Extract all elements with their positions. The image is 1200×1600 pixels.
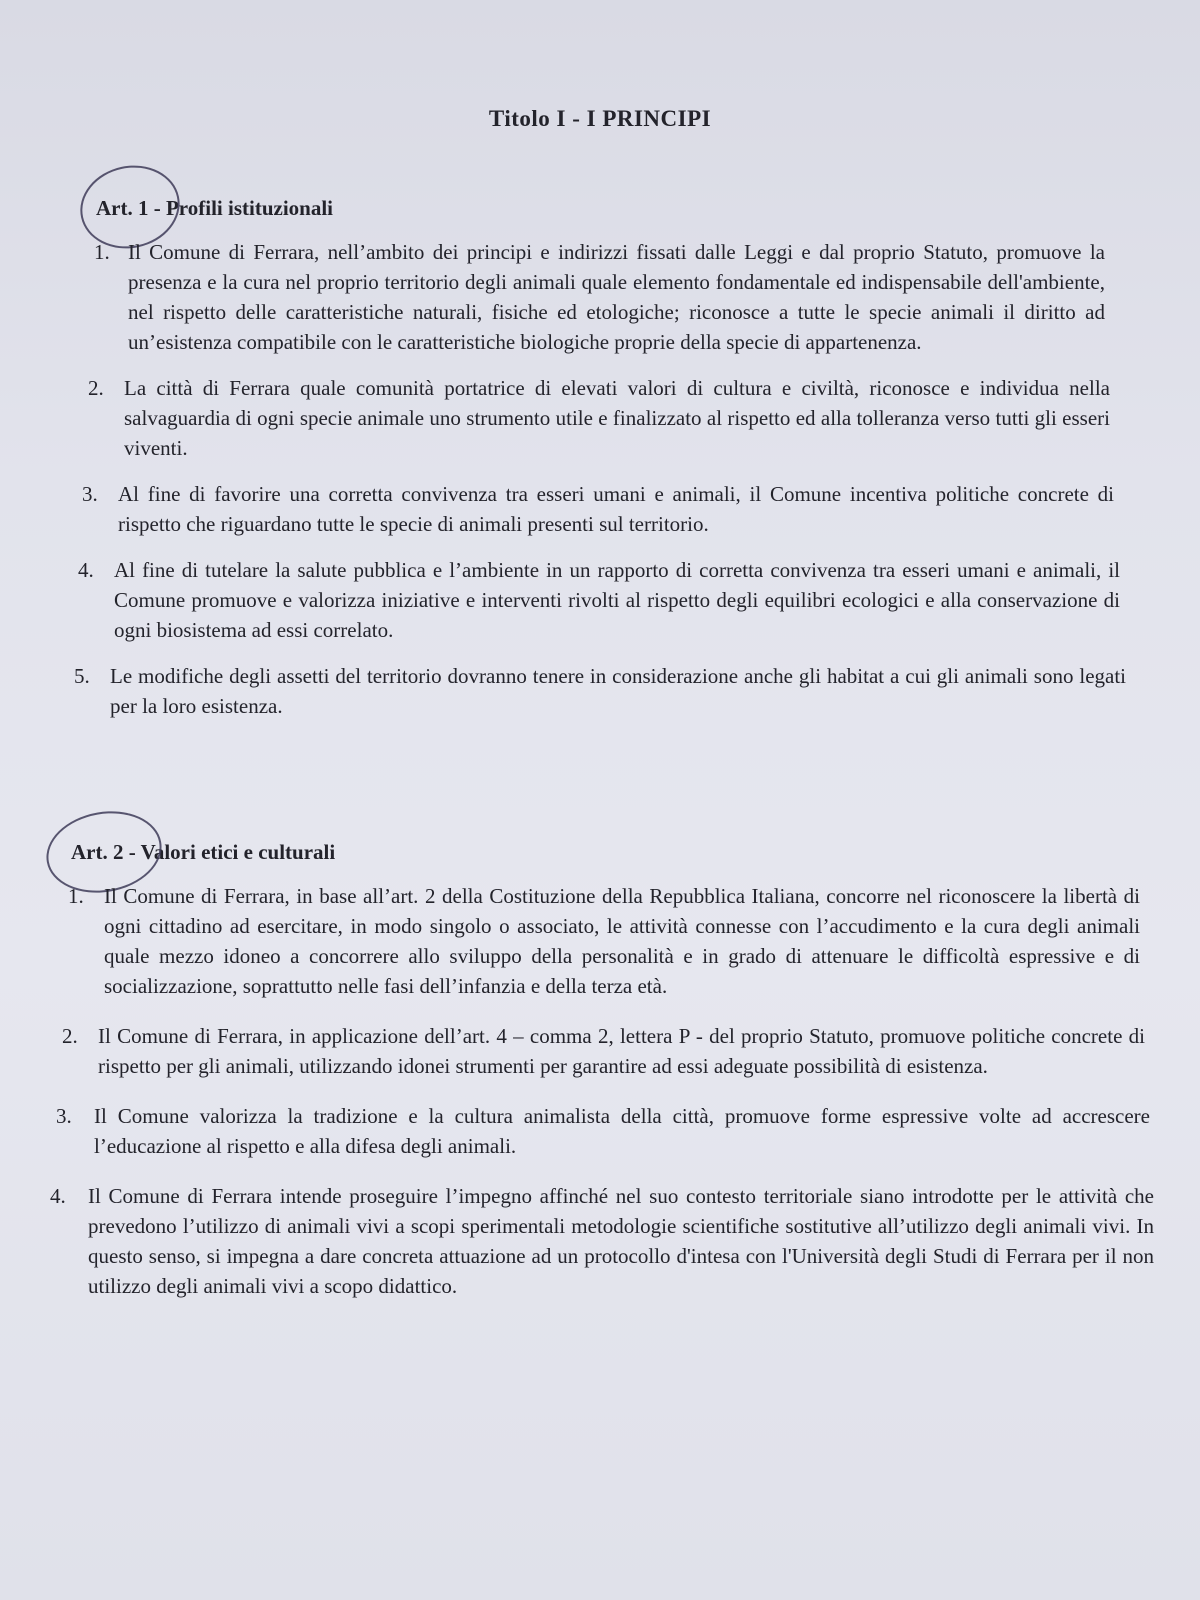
article-2-heading-container bbox=[0, 840, 1200, 865]
item-text: Il Comune valorizza la tradizione e la cultura animalista della città, promuove forme espressive volte ad accrescere l’educazione al rispetto e alla difesa degli animali. bbox=[94, 1104, 1150, 1158]
list-item bbox=[0, 1021, 1200, 1081]
article-2-list bbox=[0, 881, 1200, 1301]
list-item bbox=[0, 881, 1200, 1001]
document-title: Titolo I - I PRINCIPI bbox=[488, 106, 712, 131]
item-number: 2. bbox=[88, 376, 104, 400]
article-1-heading: Art. 1 - Profili istituzionali bbox=[96, 196, 333, 220]
item-number: 3. bbox=[56, 1104, 72, 1128]
item-number: 1. bbox=[68, 884, 84, 908]
list-item bbox=[0, 1181, 1200, 1301]
item-number: 3. bbox=[82, 482, 98, 506]
list-item bbox=[0, 237, 1200, 357]
item-number: 5. bbox=[74, 664, 90, 688]
item-number: 4. bbox=[50, 1184, 66, 1208]
item-text: Il Comune di Ferrara, in base all’art. 2 della Costituzione della Repubblica Italiana, concorre nel riconoscere la libertà di ogni cittadino ad esercitare, in modo singolo o associato, le attività connesse con l’accudimento e la cura degli animali quale mezzo idoneo a concorrere allo sviluppo della personalità e in grado di attenuare le difficoltà espressive e di socializzazione, soprattutto nelle fasi dell’infanzia e della terza età. bbox=[104, 884, 1140, 998]
item-text: Le modifiche degli assetti del territorio dovranno tenere in considerazione anche gli habitat a cui gli animali sono legati per la loro esistenza. bbox=[110, 664, 1126, 718]
item-text: Il Comune di Ferrara intende proseguire l’impegno affinché nel suo contesto territoriale siano introdotte per le attività che prevedono l’utilizzo di animali vivi a scopi sperimentali metodologie scientifiche sostitutive all’utilizzo degli animali vivi. In questo senso, si impegna a dare concreta attuazione ad un protocollo d'intesa con l'Università degli Studi di Ferrara per il non utilizzo degli animali vivi a scopo didattico. bbox=[88, 1184, 1154, 1298]
article-1-list bbox=[0, 237, 1200, 721]
article-1 bbox=[0, 196, 1200, 721]
list-item bbox=[0, 479, 1200, 539]
item-text: Al fine di tutelare la salute pubblica e l’ambiente in un rapporto di corretta convivenza tra esseri umani e animali, il Comune promuove e valorizza iniziative e interventi rivolti al rispetto degli equilibri ecologici e alla conservazione di ogni biosistema ad essi correlato. bbox=[114, 558, 1120, 642]
item-text: Il Comune di Ferrara, in applicazione dell’art. 4 – comma 2, lettera P - del proprio Statuto, promuove politiche concrete di rispetto per gli animali, utilizzando idonei strumenti per garantire ad essi adeguate possibilità di esistenza. bbox=[98, 1024, 1145, 1078]
list-item bbox=[0, 373, 1200, 463]
list-item bbox=[0, 1101, 1200, 1161]
list-item bbox=[0, 661, 1200, 721]
item-number: 1. bbox=[94, 240, 110, 264]
item-text: La città di Ferrara quale comunità portatrice di elevati valori di cultura e civiltà, riconosce e individua nella salvaguardia di ogni specie animale uno strumento utile e finalizzato al rispetto ed alla tolleranza verso tutti gli esseri viventi. bbox=[124, 376, 1110, 460]
article-2 bbox=[0, 840, 1200, 1301]
item-number: 4. bbox=[78, 558, 94, 582]
item-number: 2. bbox=[62, 1024, 78, 1048]
article-1-heading-container bbox=[0, 196, 1200, 221]
item-text: Il Comune di Ferrara, nell’ambito dei principi e indirizzi fissati dalle Leggi e dal proprio Statuto, promuove la presenza e la cura nel proprio territorio degli animali quale elemento fondamentale ed indispensabile dell'ambiente, nel rispetto delle caratteristiche naturali, fisiche ed etologiche; riconosce a tutte le specie animali il diritto ad un’esistenza compatibile con le caratteristiche biologiche proprie della specie di appartenenza. bbox=[128, 240, 1105, 354]
list-item bbox=[0, 555, 1200, 645]
item-text: Al fine di favorire una corretta convivenza tra esseri umani e animali, il Comune incentiva politiche concrete di rispetto che riguardano tutte le specie di animali presenti sul territorio. bbox=[118, 482, 1114, 536]
article-2-heading: Art. 2 - Valori etici e culturali bbox=[71, 840, 336, 864]
